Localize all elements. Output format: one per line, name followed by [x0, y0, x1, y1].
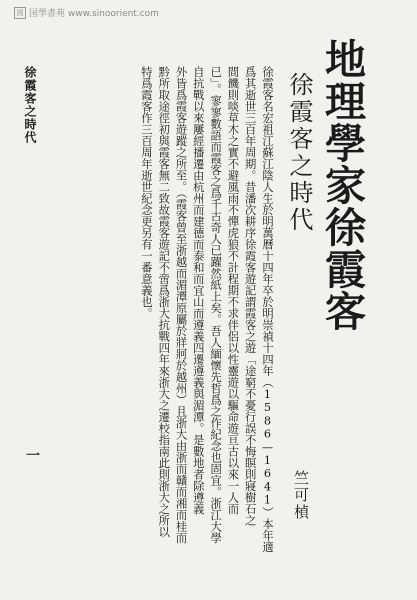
text-column: 間饑則啖草木之實不避風雨不憚虎狼不計程期不求伴侶以性靈遊以驅命遊亘古以來一人而	[226, 66, 240, 515]
running-head: 徐霞客之時代	[23, 66, 37, 144]
author: 竺可楨	[292, 470, 310, 521]
watermark-text: 国學書苑 www.sinoorient.com	[29, 9, 159, 19]
article-title: 徐霞客之時代	[285, 72, 313, 234]
text-column: 徐霞客名宏祖江蘇江陰人生於明萬曆十四年卒於明崇禎十四年（1586—1641）本年適	[261, 66, 274, 553]
text-column: 外皆爲霞客遊蹤之所至。（霞客曾至浙越而湄潭原屬於牂牁於越州）且浙大由浙而贛而湘而桂而	[174, 66, 188, 544]
watermark	[14, 6, 159, 19]
text-column: 已」。寥寥數語而霞客之爲千古奇人已躍然紙上矣。吾人緬懷先哲爲之作紀念也固宜。浙江大學	[209, 66, 223, 544]
text-column: 爲其逝世三百年周期。昔潘次耕序徐霞客遊記謂霞客之遊「途窮不憂行誤不悔瞑則寢樹石之	[243, 66, 257, 526]
text-column: 自抗戰以來屢經播遷由杭州而建德而泰和而宜山而遵義四遷遵義與湄潭。是數地者除遵義	[191, 66, 205, 515]
text-column: 黔所取途徑初與霞客無二致故霞客遊記不啻爲浙大抗戰四年來浙大之遷校指南此則浙大之所以	[157, 66, 171, 538]
seal-icon: 國	[14, 7, 26, 19]
page-number: 一	[24, 448, 40, 462]
body-text	[66, 66, 276, 578]
text-column: 特爲霞客作三百周年逝世紀念更另有一番意義也。	[139, 66, 153, 319]
book-title: 地理學家徐霞客	[318, 38, 366, 332]
